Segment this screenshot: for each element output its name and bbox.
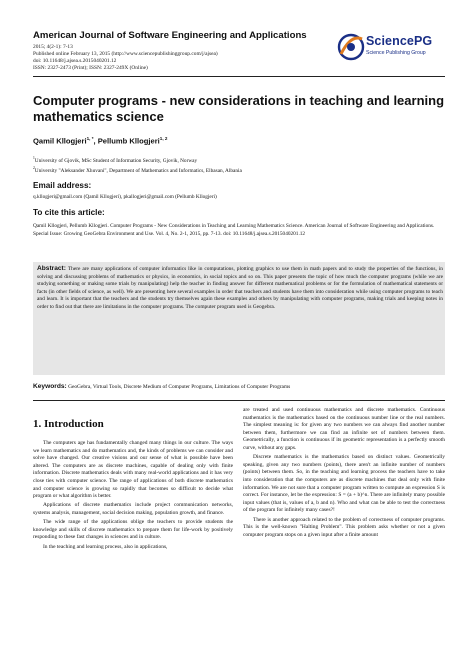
sciencepg-logo-icon	[336, 30, 366, 64]
keywords	[33, 383, 445, 392]
author-affiliation-marker: 1, 2	[159, 136, 168, 141]
paragraph: The computers age has fundamentally changed many things in our culture. The ways we learn mathematics and do mathematics and, the kinds of problems we can consider and solve have changed. Our creative visions and our sense of what is possible have been altered. The computers are as discrete machines, capable of dealing only with finite information. Discrete mathematics deals with many real-world applications and it has very close ties with computer science. The range of applications of both discrete mathematics and computer science is growing so rapidly that becomes so difficult to decide what program or what algorithm is better.	[33, 440, 233, 500]
citation-text: Qamil Kllogjeri, Pellumb Kllogjeri. Computer Programs - New Considerations in Teaching and Learning Mathematics Science. American Journal of Software Engineering and Applications. Special Issue: Growing GeoGebra Environment and Use. Vol. 4, No. 2-1, 2015, pp. 7-13. doi: 10.11648/j.ajsea.s.2015040201.12	[33, 223, 435, 237]
section-heading: 1. Introduction	[33, 418, 104, 430]
affiliation-1	[33, 155, 197, 165]
author-list	[33, 136, 167, 146]
affiliation-number: 2	[33, 166, 35, 170]
journal-volume: 2015; 4(2-1): 7-13	[33, 44, 73, 50]
abstract	[37, 265, 443, 312]
journal-name: American Journal of Software Engineering and Applications	[33, 30, 307, 41]
affiliation-number: 1	[33, 156, 35, 160]
paragraph: There is another approach related to the problem of correctness of computer programs. This is the well-known "Halting Problem". This problem asks whether or not a given computer program stops on a given input after a finite amount	[243, 516, 445, 538]
issn: ISSN: 2327-2473 (Print); ISSN: 2327-249X (Online)	[33, 65, 148, 71]
affiliation-text: University "Aleksander Xhuvani", Department of Mathematics and Informatics, Elbasan, Albania	[34, 167, 242, 174]
logo-brand: SciencePG	[366, 34, 433, 48]
header-rule	[33, 76, 445, 77]
keywords-label: Keywords:	[33, 383, 67, 390]
paragraph: In the teaching and learning process, also in applications,	[43, 543, 168, 550]
author-name: Pellumb Kllogjeri	[97, 136, 160, 146]
article-title: Computer programs - new considerations in teaching and learning mathematics science	[33, 93, 445, 124]
paragraph: are treated and used continuous mathematics and discrete mathematics. Continuous mathematics is the mathematics based on the continuous number line or the real numbers. The simplest meaning is: for given any two numbers we can always find another number between them, furthermore we can find an infinite set of numbers between them. Geometrically, a function is continuous if its geometric representation is a perfectly smooth curve, without any gaps.	[243, 407, 445, 451]
author-name: Qamil Kllogjeri	[33, 136, 87, 146]
logo-tagline: Science Publishing Group	[366, 50, 426, 56]
abstract-label: Abstract:	[37, 265, 66, 272]
right-column	[243, 407, 445, 541]
author-separator: ,	[93, 136, 98, 146]
email-heading: Email address:	[33, 181, 92, 190]
keywords-text: GeoGebra, Virtual Tools, Discrete Medium of Computer Programs, Limitations of Computer Programs	[66, 384, 291, 390]
section-rule	[33, 400, 445, 401]
doi: doi: 10.11648/j.ajsea.s.2015040201.12	[33, 58, 117, 64]
affiliation-text: University of Gjovik, MSc Student of Information Security, Gjovik, Norway	[34, 157, 198, 164]
affiliation-2	[33, 165, 242, 175]
publisher-logo	[336, 28, 448, 76]
email-addresses: q.kllogjeri@gmail.com (Qamil Kllogjeri), pkallogjeri@gmail.com (Pellumb Kllogjeri)	[33, 194, 217, 200]
left-column	[33, 440, 233, 553]
author-affiliation-marker: 1, *	[86, 136, 94, 141]
cite-heading: To cite this article:	[33, 208, 105, 217]
paragraph: Discrete mathematics is the mathematics based on distinct values. Geometrically speaking, given any two numbers (points), there aren't an infinite number of numbers (points) between them. So, in the teaching and learning process the teachers have to take into consideration that the computers are as discrete machines that deal only with finite information. We are not sure that a computer program written to compute an expression S is correct. For instance, let be the expression: S = (a + b)^n. There are infinitely many possible input values (that is, values of a, b and n). Who and what can be able to test the correctness of the program for infinitely many cases?!	[243, 454, 445, 514]
paragraph: The wide range of the applications oblige the teachers to provide students the knowledge and skills of discrete mathematics to prepare them for life-work by positively responding to these fast changes in sciences and in culture.	[33, 519, 233, 541]
publication-info: Published online February 13, 2015 (http://www.sciencepublishinggroup.com/j/ajsea)	[33, 51, 218, 57]
abstract-text: There are many applications of computer informatics like in computations, plotting graphics to use them in math papers and to study the properties of the functions, in solving and discussing problems of mathematics or physics, in economics, in social topics and so on. This paper presents the topic of how much the computer programs (while we are studying something or making some trials by manipulating) help the teacher in finding answer for different mathematical problems or for the formulation of mathematical statements or facts (in other fields of science, as well). We are presenting here several examples in order that teachers and students have them into consideration while using computer programs to teach and learn. It is important that the teachers and the students try themselves again these examples and others by manipulating with computer programs, making trials and keeping notes in order to find out that there are limitations in the computer programs. The computer program used is Geogebra.	[37, 266, 443, 310]
paragraph: Applications of discrete mathematics include project communication networks, systems analysis, management, social decision making, population growth, and finance.	[33, 502, 233, 516]
